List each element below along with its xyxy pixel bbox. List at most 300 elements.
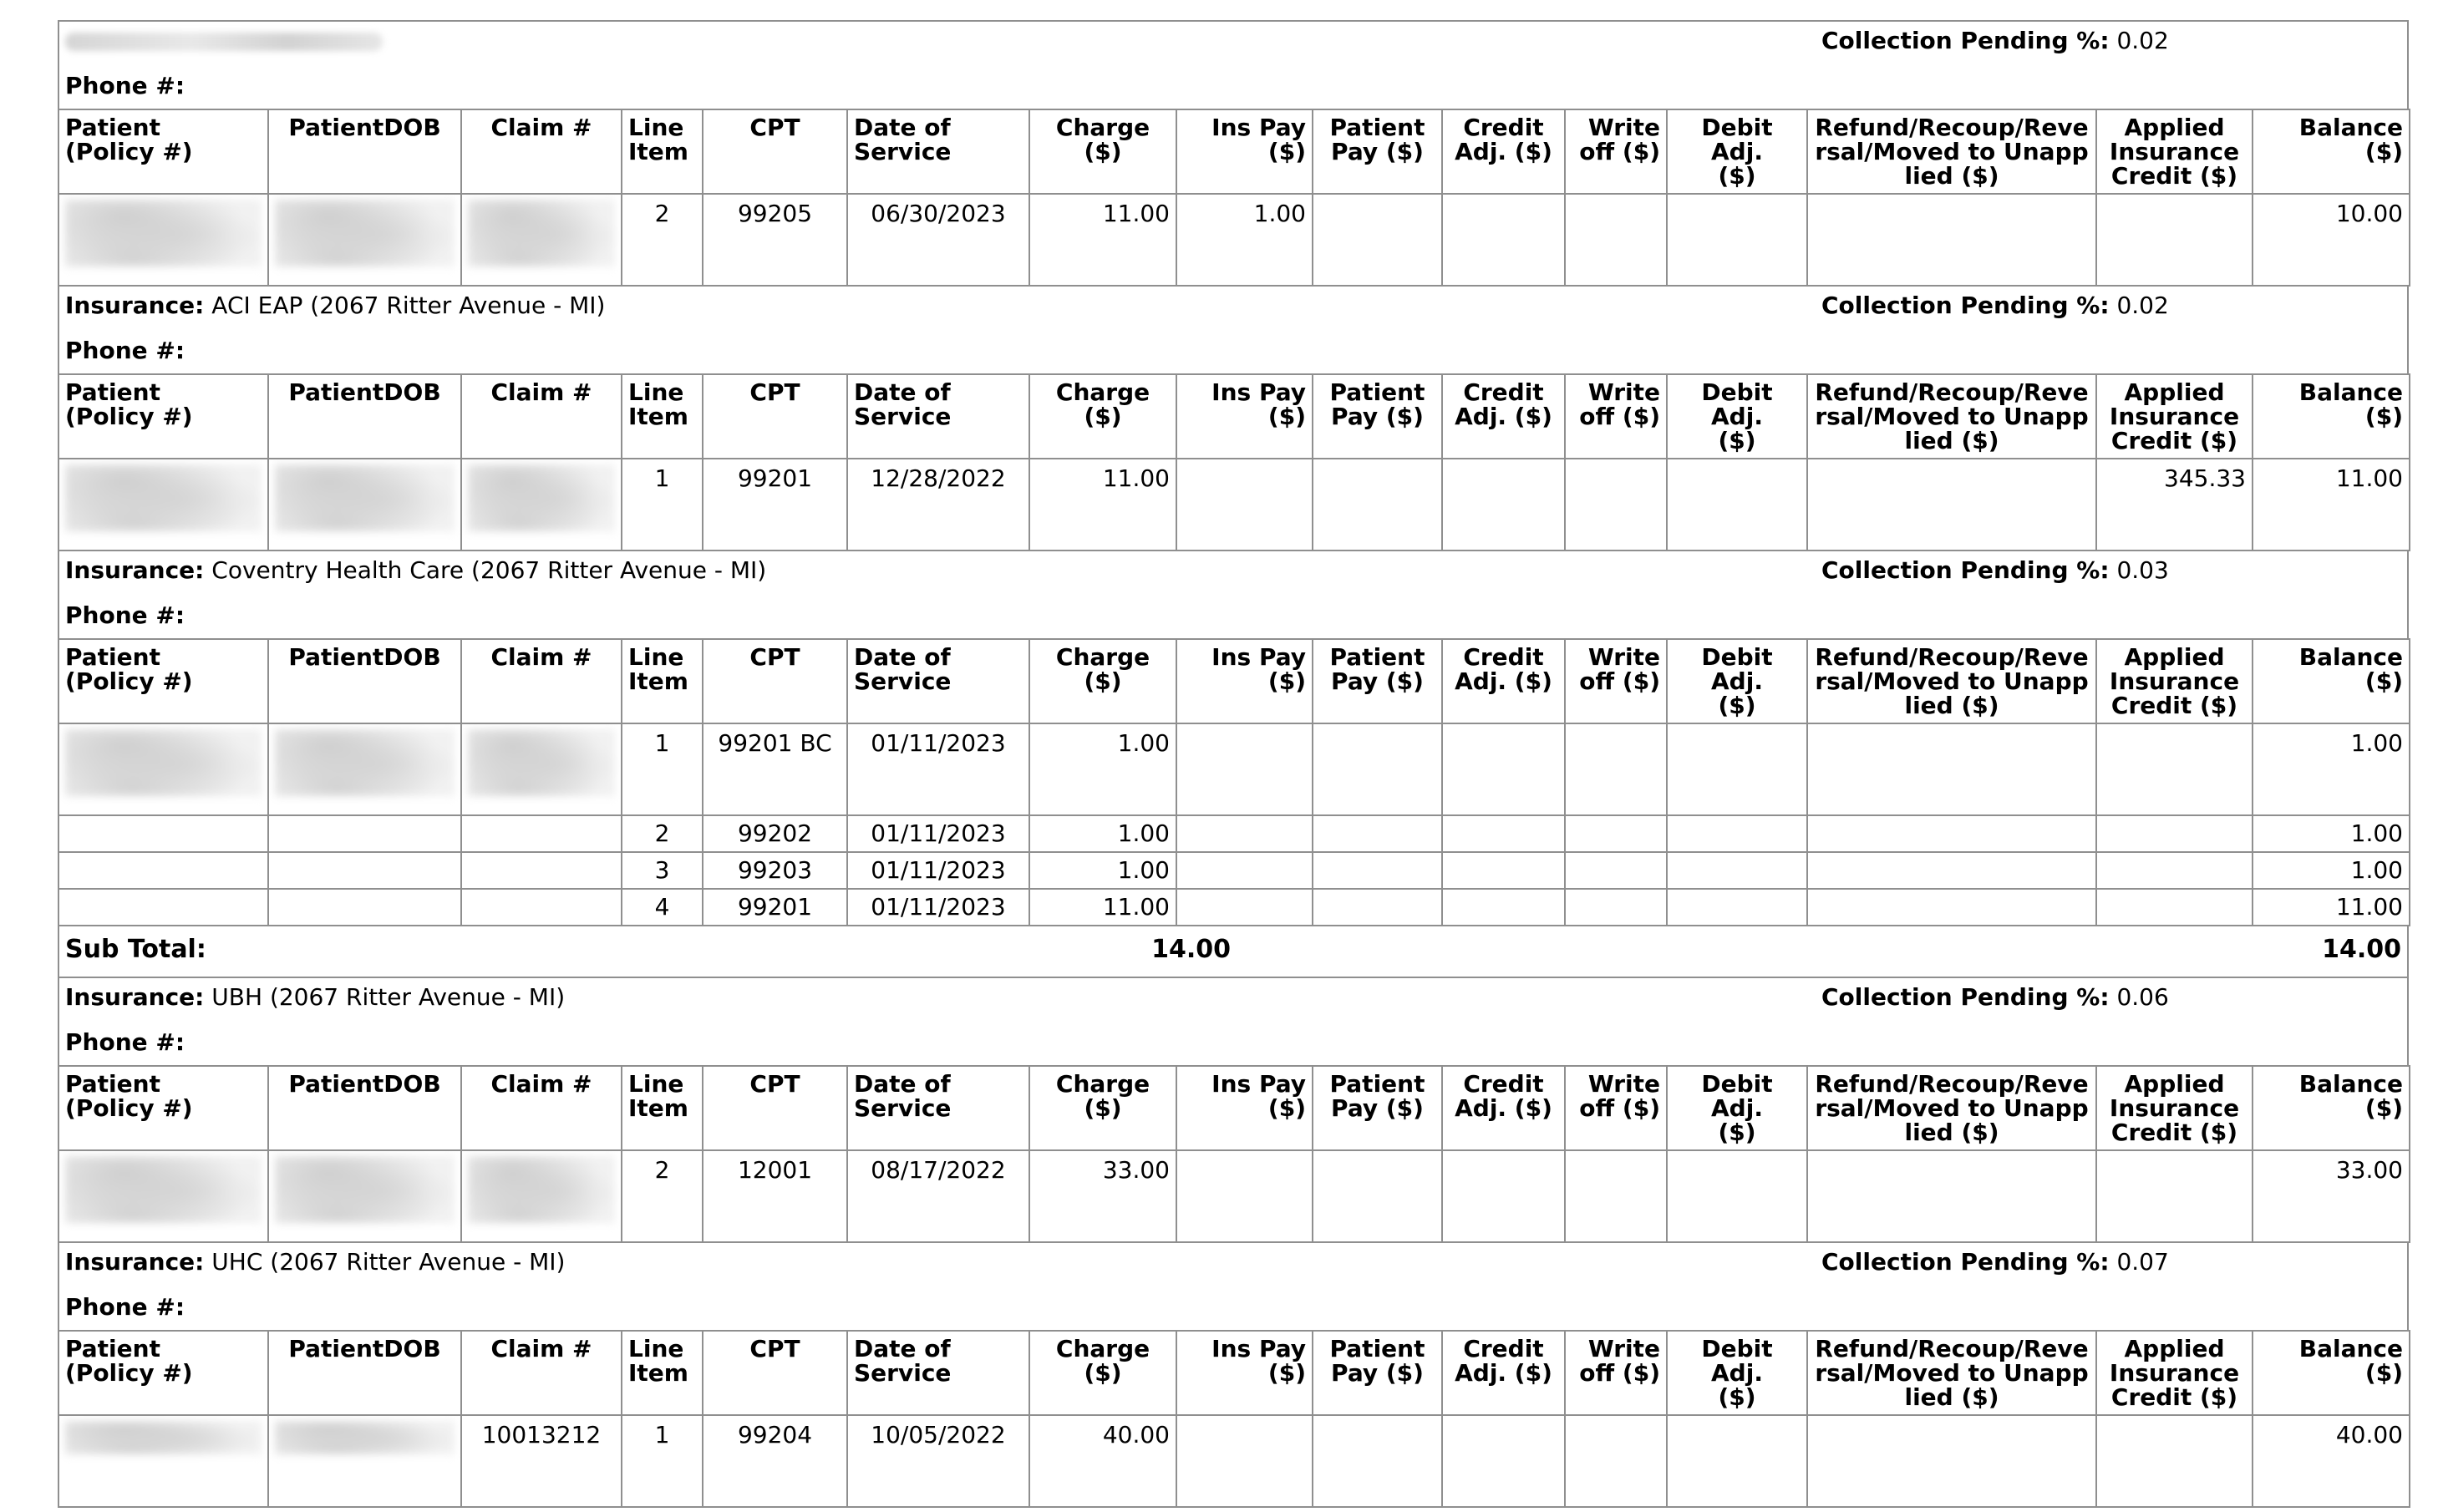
column-header-label: Line Item [628,1335,688,1387]
column-header-label: Applied Insurance Credit ($) [2109,378,2240,454]
insurance-section [58,1243,2409,1508]
column-header-label: Line Item [628,1070,688,1122]
column-header-label: Patient Pay ($) [1329,1070,1425,1122]
column-header-label: Date of Service [854,114,952,165]
table-row [58,1150,2410,1242]
column-header-date-of-service [847,1331,1029,1415]
charge-value: 11.00 [1102,200,1170,227]
date-of-service-value: 10/05/2022 [871,1421,1006,1449]
cell-patient [58,459,268,551]
column-header-claim-number [461,639,622,723]
cell-claim-number [461,459,622,551]
cell-applied-insurance-credit [2096,889,2253,926]
column-header-charge [1029,109,1176,194]
cell-patient-dob [268,1150,461,1242]
cell-cpt [703,1415,847,1507]
cell-patient-pay [1313,889,1442,926]
claims-table [58,1065,2410,1243]
cell-date-of-service [847,815,1029,852]
cell-line-item [622,459,703,551]
cell-applied-insurance-credit [2096,1150,2253,1242]
cell-balance [2253,815,2410,852]
collection-pending-value: 0.07 [2116,1248,2169,1276]
column-header-patient-pay [1313,109,1442,194]
redacted-value [275,1156,455,1223]
insurance-header [58,287,2409,332]
cell-refund-recoup [1807,1150,2096,1242]
cell-debit-adj [1667,1415,1807,1507]
column-header-label: Claim # [490,1335,592,1362]
insurance-name: UHC (2067 Ritter Avenue - MI) [211,1248,566,1276]
phone-label: Phone #: [65,72,185,99]
redacted-value [65,464,262,531]
column-header-label: Balance ($) [2298,643,2403,695]
cell-charge [1029,459,1176,551]
line-item-value: 4 [654,893,670,921]
cell-patient-pay [1313,1415,1442,1507]
balance-value: 1.00 [2350,729,2403,757]
applied-insurance-credit-value: 345.33 [2164,464,2246,492]
cell-balance [2253,194,2410,286]
column-header-label: Balance ($) [2298,378,2403,430]
phone-label: Phone #: [65,1028,185,1056]
subtotal-row [58,926,2409,978]
column-header-label: Refund/Recoup/Reversal/Moved to Unapplied ($) [1815,378,2089,454]
cell-refund-recoup [1807,815,2096,852]
cell-credit-adj [1442,459,1565,551]
line-item-value: 1 [654,729,670,757]
insurance-name: ACI EAP (2067 Ritter Avenue - MI) [211,292,606,319]
cell-write-off [1565,852,1667,889]
column-header-charge [1029,374,1176,459]
balance-value: 11.00 [2335,893,2403,921]
phone-label: Phone #: [65,601,185,629]
phone-row [58,1288,2409,1330]
collection-report [58,20,2409,1508]
insurance-header [58,978,2409,1023]
column-header-label: Patient (Policy #) [65,1335,193,1387]
cell-charge [1029,852,1176,889]
insurance-label: Insurance: [65,1248,205,1276]
charge-value: 11.00 [1102,893,1170,921]
cell-debit-adj [1667,1150,1807,1242]
column-header-debit-adj [1667,1331,1807,1415]
redacted-value [468,1156,615,1223]
cell-write-off [1565,723,1667,815]
column-header-label: Ins Pay ($) [1211,378,1306,430]
balance-value: 1.00 [2350,819,2403,847]
column-header-label: PatientDOB [288,643,441,671]
date-of-service-value: 01/11/2023 [871,729,1006,757]
cell-applied-insurance-credit [2096,723,2253,815]
column-header-label: Claim # [490,378,592,406]
cell-claim-number [461,194,622,286]
column-header-label: Credit Adj. ($) [1455,1070,1552,1122]
cell-debit-adj [1667,723,1807,815]
redacted-value [65,1156,262,1223]
column-header-refund-recoup [1807,1066,2096,1150]
cell-credit-adj [1442,1150,1565,1242]
cell-cpt [703,723,847,815]
column-header-label: Applied Insurance Credit ($) [2109,1335,2240,1411]
column-header-claim-number [461,374,622,459]
insurance-header [58,551,2409,596]
cpt-value: 99201 [737,464,813,492]
column-header-date-of-service [847,374,1029,459]
collection-pending-label: Collection Pending %: [1821,983,2110,1011]
column-header-cpt [703,109,847,194]
cell-ins-pay [1176,1415,1313,1507]
column-header-date-of-service [847,109,1029,194]
header-row [58,639,2410,723]
cell-write-off [1565,1150,1667,1242]
column-header-label: CPT [749,378,800,406]
cell-balance [2253,459,2410,551]
insurance-info [65,1248,565,1276]
line-item-value: 2 [654,819,670,847]
column-header-patient-pay [1313,1066,1442,1150]
column-header-label: Refund/Recoup/Reversal/Moved to Unapplied ($) [1815,643,2089,719]
insurance-info [65,292,605,319]
column-header-label: Debit Adj. ($) [1701,378,1773,454]
cell-balance [2253,1150,2410,1242]
phone-label: Phone #: [65,1293,185,1321]
redacted-value [468,200,615,266]
cell-date-of-service [847,889,1029,926]
column-header-charge [1029,1331,1176,1415]
redacted-value [468,464,615,531]
date-of-service-value: 01/11/2023 [871,819,1006,847]
cell-line-item [622,194,703,286]
cell-ins-pay [1176,459,1313,551]
column-header-credit-adj [1442,109,1565,194]
cell-applied-insurance-credit [2096,194,2253,286]
column-header-refund-recoup [1807,639,2096,723]
column-header-ins-pay [1176,1066,1313,1150]
header-row [58,1066,2410,1150]
cpt-value: 99205 [737,200,813,227]
phone-row [58,596,2409,638]
insurance-info [65,556,766,584]
column-header-cpt [703,639,847,723]
column-header-label: Balance ($) [2298,1335,2403,1387]
cell-date-of-service [847,1150,1029,1242]
column-header-label: Patient (Policy #) [65,1070,193,1122]
column-header-cpt [703,1066,847,1150]
cell-cpt [703,889,847,926]
cpt-value: 99201 [737,893,813,921]
column-header-label: Debit Adj. ($) [1701,1070,1773,1146]
column-header-label: Line Item [628,378,688,430]
column-header-label: Ins Pay ($) [1211,1070,1306,1122]
column-header-applied-insurance-credit [2096,639,2253,723]
column-header-line-item [622,1331,703,1415]
redacted-value [275,464,455,531]
claims-table [58,109,2410,287]
cell-line-item [622,889,703,926]
cell-claim-number [461,1415,622,1507]
column-header-patient-dob [268,1066,461,1150]
subtotal-label: Sub Total: [65,935,206,964]
insurance-header [58,20,2409,67]
cell-balance [2253,889,2410,926]
column-header-write-off [1565,1066,1667,1150]
charge-value: 1.00 [1117,856,1170,884]
column-header-claim-number [461,109,622,194]
column-header-label: Credit Adj. ($) [1455,114,1552,165]
collection-pending [1821,27,2169,54]
date-of-service-value: 01/11/2023 [871,893,1006,921]
cell-ins-pay [1176,1150,1313,1242]
cell-credit-adj [1442,723,1565,815]
column-header-label: Claim # [490,114,592,141]
column-header-label: Ins Pay ($) [1211,643,1306,695]
column-header-patient [58,1066,268,1150]
column-header-claim-number [461,1066,622,1150]
cell-credit-adj [1442,889,1565,926]
redacted-insurance-name [65,33,383,51]
table-row [58,723,2410,815]
cell-write-off [1565,1415,1667,1507]
column-header-label: Patient Pay ($) [1329,1335,1425,1387]
collection-pending-value: 0.02 [2116,292,2169,319]
column-header-label: Line Item [628,114,688,165]
column-header-label: Patient (Policy #) [65,114,193,165]
table-row [58,852,2410,889]
cell-balance [2253,852,2410,889]
redacted-value [275,200,455,266]
line-item-value: 2 [654,200,670,227]
column-header-balance [2253,1066,2410,1150]
insurance-section [58,287,2409,551]
cell-credit-adj [1442,1415,1565,1507]
column-header-credit-adj [1442,1331,1565,1415]
column-header-charge [1029,639,1176,723]
insurance-header [58,1243,2409,1288]
cell-ins-pay [1176,889,1313,926]
cell-date-of-service [847,723,1029,815]
line-item-value: 1 [654,464,670,492]
column-header-write-off [1565,1331,1667,1415]
column-header-label: CPT [749,643,800,671]
line-item-value: 3 [654,856,670,884]
column-header-debit-adj [1667,374,1807,459]
date-of-service-value: 01/11/2023 [871,856,1006,884]
header-row [58,374,2410,459]
cell-claim-number [461,815,622,852]
insurance-name: Coventry Health Care (2067 Ritter Avenue - MI) [211,556,767,584]
cell-patient [58,1415,268,1507]
collection-pending [1821,983,2169,1011]
cpt-value: 99202 [737,819,813,847]
redacted-value [468,729,615,796]
cell-refund-recoup [1807,459,2096,551]
cell-ins-pay [1176,852,1313,889]
cell-claim-number [461,1150,622,1242]
cell-ins-pay [1176,723,1313,815]
column-header-credit-adj [1442,639,1565,723]
insurance-info [65,983,565,1011]
charge-value: 33.00 [1102,1156,1170,1184]
column-header-label: Claim # [490,1070,592,1098]
column-header-label: Date of Service [854,1335,952,1387]
cell-line-item [622,1415,703,1507]
balance-value: 1.00 [2350,856,2403,884]
cell-applied-insurance-credit [2096,815,2253,852]
cell-debit-adj [1667,852,1807,889]
insurance-name: UBH (2067 Ritter Avenue - MI) [211,983,566,1011]
cell-refund-recoup [1807,889,2096,926]
column-header-label: CPT [749,1335,800,1362]
cell-cpt [703,1150,847,1242]
column-header-charge [1029,1066,1176,1150]
cell-patient [58,889,268,926]
column-header-balance [2253,1331,2410,1415]
column-header-cpt [703,1331,847,1415]
cell-credit-adj [1442,852,1565,889]
column-header-patient-pay [1313,639,1442,723]
cell-debit-adj [1667,194,1807,286]
column-header-date-of-service [847,639,1029,723]
column-header-label: Refund/Recoup/Reversal/Moved to Unapplied ($) [1815,1070,2089,1146]
cell-claim-number [461,889,622,926]
column-header-debit-adj [1667,1066,1807,1150]
cpt-value: 99203 [737,856,813,884]
cell-ins-pay [1176,194,1313,286]
column-header-label: Charge ($) [1055,378,1150,430]
column-header-label: Patient Pay ($) [1329,378,1425,430]
claims-table [58,373,2410,551]
table-row [58,815,2410,852]
cell-patient [58,815,268,852]
column-header-label: Applied Insurance Credit ($) [2109,1070,2240,1146]
cell-debit-adj [1667,815,1807,852]
cell-applied-insurance-credit [2096,1415,2253,1507]
column-header-applied-insurance-credit [2096,1066,2253,1150]
column-header-label: PatientDOB [288,114,441,141]
column-header-cpt [703,374,847,459]
cell-ins-pay [1176,815,1313,852]
column-header-label: Credit Adj. ($) [1455,1335,1552,1387]
cell-patient-dob [268,1415,461,1507]
date-of-service-value: 06/30/2023 [871,200,1006,227]
column-header-write-off [1565,109,1667,194]
subtotal-charge: 14.00 [1151,935,1231,964]
collection-pending-label: Collection Pending %: [1821,1248,2110,1276]
cell-line-item [622,723,703,815]
cell-charge [1029,1415,1176,1507]
cell-date-of-service [847,1415,1029,1507]
cell-patient [58,723,268,815]
column-header-applied-insurance-credit [2096,374,2253,459]
date-of-service-value: 08/17/2022 [871,1156,1006,1184]
cell-write-off [1565,459,1667,551]
cell-claim-number [461,852,622,889]
insurance-info [65,27,389,54]
collection-pending-label: Collection Pending %: [1821,27,2110,54]
column-header-write-off [1565,639,1667,723]
claims-table [58,1330,2410,1508]
collection-pending [1821,1248,2169,1276]
column-header-label: Write off ($) [1579,1070,1660,1122]
cell-write-off [1565,889,1667,926]
balance-value: 33.00 [2335,1156,2403,1184]
cpt-value: 99201 BC [718,729,832,757]
column-header-label: Charge ($) [1055,1070,1150,1122]
header-row [58,109,2410,194]
collection-pending [1821,292,2169,319]
line-item-value: 2 [654,1156,670,1184]
column-header-line-item [622,639,703,723]
cell-patient-dob [268,852,461,889]
column-header-patient [58,109,268,194]
column-header-ins-pay [1176,1331,1313,1415]
column-header-label: Refund/Recoup/Reversal/Moved to Unapplied ($) [1815,1335,2089,1411]
column-header-label: PatientDOB [288,378,441,406]
column-header-label: Debit Adj. ($) [1701,1335,1773,1411]
cell-patient-dob [268,459,461,551]
table-row [58,1415,2410,1507]
column-header-label: Ins Pay ($) [1211,114,1306,165]
redacted-value [275,1421,455,1454]
column-header-label: Charge ($) [1055,1335,1150,1387]
column-header-ins-pay [1176,374,1313,459]
column-header-refund-recoup [1807,109,2096,194]
column-header-label: Patient (Policy #) [65,378,193,430]
column-header-patient [58,1331,268,1415]
cell-patient [58,194,268,286]
cell-patient [58,1150,268,1242]
column-header-label: Ins Pay ($) [1211,1335,1306,1387]
charge-value: 40.00 [1102,1421,1170,1449]
column-header-label: Credit Adj. ($) [1455,378,1552,430]
cell-patient-pay [1313,194,1442,286]
charge-value: 11.00 [1102,464,1170,492]
date-of-service-value: 12/28/2022 [871,464,1006,492]
column-header-applied-insurance-credit [2096,1331,2253,1415]
cell-date-of-service [847,194,1029,286]
collection-pending-value: 0.03 [2116,556,2169,584]
cell-cpt [703,815,847,852]
cell-patient-dob [268,723,461,815]
cell-write-off [1565,194,1667,286]
column-header-credit-adj [1442,374,1565,459]
column-header-line-item [622,374,703,459]
column-header-balance [2253,374,2410,459]
insurance-label: Insurance: [65,983,205,1011]
collection-pending-label: Collection Pending %: [1821,556,2110,584]
redacted-value [275,729,455,796]
column-header-label: Applied Insurance Credit ($) [2109,643,2240,719]
cell-patient-dob [268,815,461,852]
column-header-label: Balance ($) [2298,114,2403,165]
column-header-label: Patient (Policy #) [65,643,193,695]
cell-write-off [1565,815,1667,852]
cell-credit-adj [1442,194,1565,286]
column-header-line-item [622,1066,703,1150]
column-header-line-item [622,109,703,194]
column-header-label: Applied Insurance Credit ($) [2109,114,2240,190]
cpt-value: 12001 [737,1156,813,1184]
column-header-label: Charge ($) [1055,114,1150,165]
phone-row [58,332,2409,373]
balance-value: 40.00 [2335,1421,2403,1449]
subtotal-balance: 14.00 [2322,935,2401,964]
column-header-balance [2253,639,2410,723]
cell-patient-pay [1313,1150,1442,1242]
column-header-label: Patient Pay ($) [1329,643,1425,695]
redacted-value [65,729,262,796]
